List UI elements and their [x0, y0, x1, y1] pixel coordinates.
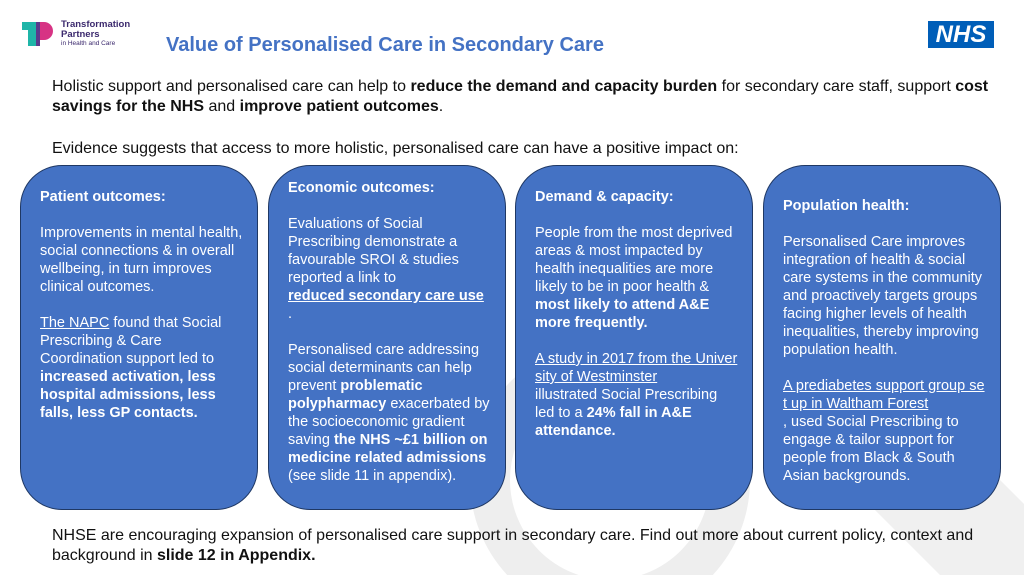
card-text: Personalised care addressing social determinants can help prevent: [288, 342, 480, 394]
card-text: , used Social Prescribing to engage & tailor support for people from Black & South Asian backgrounds.: [783, 414, 959, 484]
card-text: People from the most deprived areas & most impacted by health inequalities are more likely to be in poor health &: [535, 225, 733, 295]
evidence-text: Evidence suggests that access to more holistic, personalised care can have a positive impact on:: [52, 140, 739, 157]
transformation-partners-logo: [22, 20, 152, 52]
card-body: Personalised Care improves integration of health & social care systems in the community and proactively targets groups facing higher levels of health inequalities, thereby improving population health.: [783, 234, 983, 358]
card-patient-outcomes: [20, 165, 258, 510]
card-text: (see slide 11 in appendix).: [288, 468, 457, 484]
card-heading: Demand & capacity:: [535, 189, 674, 205]
card-link-line: [288, 287, 491, 305]
card-heading: Population health:: [783, 198, 910, 214]
card-economic-outcomes: [268, 165, 506, 510]
intro-text-2: for secondary care staff, support: [717, 78, 956, 95]
tp-logo-icon: [22, 20, 56, 48]
card-bold: the NHS ~£1 billion on medicine related admissions: [288, 432, 488, 466]
card-paragraph: [535, 386, 738, 440]
intro-text-1: Holistic support and personalised care can help to: [52, 78, 411, 95]
intro-bold-1: reduce the demand and capacity burden: [410, 78, 718, 95]
card-link-line: [783, 377, 986, 413]
card-paragraph: [535, 224, 738, 332]
card-paragraph: [40, 314, 243, 422]
card-demand-capacity: [515, 165, 753, 510]
outro-bold: slide 12 in Appendix.: [156, 547, 316, 564]
card-population-health: [763, 165, 1001, 510]
intro-paragraph: [52, 77, 992, 117]
prediabetes-link[interactable]: A prediabetes support group set up in Waltham Forest: [783, 378, 985, 412]
intro-bold-2: cost savings for the NHS: [52, 78, 989, 115]
napc-link[interactable]: The NAPC: [40, 315, 110, 331]
reduced-secondary-care-link[interactable]: reduced secondary care use: [288, 288, 484, 304]
logo-line-1: Transformation: [61, 19, 131, 30]
card-text: found that Social Prescribing & Care Coordination support led to: [40, 315, 222, 367]
card-heading: Economic outcomes:: [288, 180, 435, 196]
card-text: illustrated Social Prescribing led to a: [535, 387, 718, 421]
card-bold: increased activation, less hospital admissions, less falls, less GP contacts.: [40, 369, 216, 421]
logo-line-2: Partners: [61, 29, 100, 40]
card-heading: Patient outcomes:: [40, 189, 166, 205]
card-dot: .: [288, 306, 293, 322]
card-link-line: [535, 350, 738, 386]
westminster-study-link[interactable]: A study in 2017 from the University of Westminster: [535, 351, 738, 385]
card-bold: 24% fall in A&E attendance.: [535, 405, 692, 439]
card-bold: problematic polypharmacy: [288, 378, 423, 412]
card-paragraph: [288, 341, 491, 485]
card-body: Improvements in mental health, social connections & in overall wellbeing, in turn improves clinical outcomes.: [40, 225, 243, 295]
card-bold: most likely to attend A&E more frequently.: [535, 297, 710, 331]
intro-text-4: .: [438, 98, 444, 115]
logo-line-3: in Health and Care: [61, 40, 116, 47]
intro-bold-3: improve patient outcomes: [239, 98, 439, 115]
intro-text-3: and: [204, 98, 240, 115]
nhs-logo: NHS: [928, 21, 994, 48]
card-text: exacerbated by the socioeconomic gradient saving: [288, 396, 490, 448]
page-title: Value of Personalised Care in Secondary Care: [166, 34, 604, 56]
outro-paragraph: [52, 526, 1002, 566]
card-body: Evaluations of Social Prescribing demonstrate a favourable SROI & studies reported a link to: [288, 216, 459, 286]
outro-text: NHSE are encouraging expansion of personalised care support in secondary care. Find out more about current policy, context and background in: [52, 527, 974, 564]
